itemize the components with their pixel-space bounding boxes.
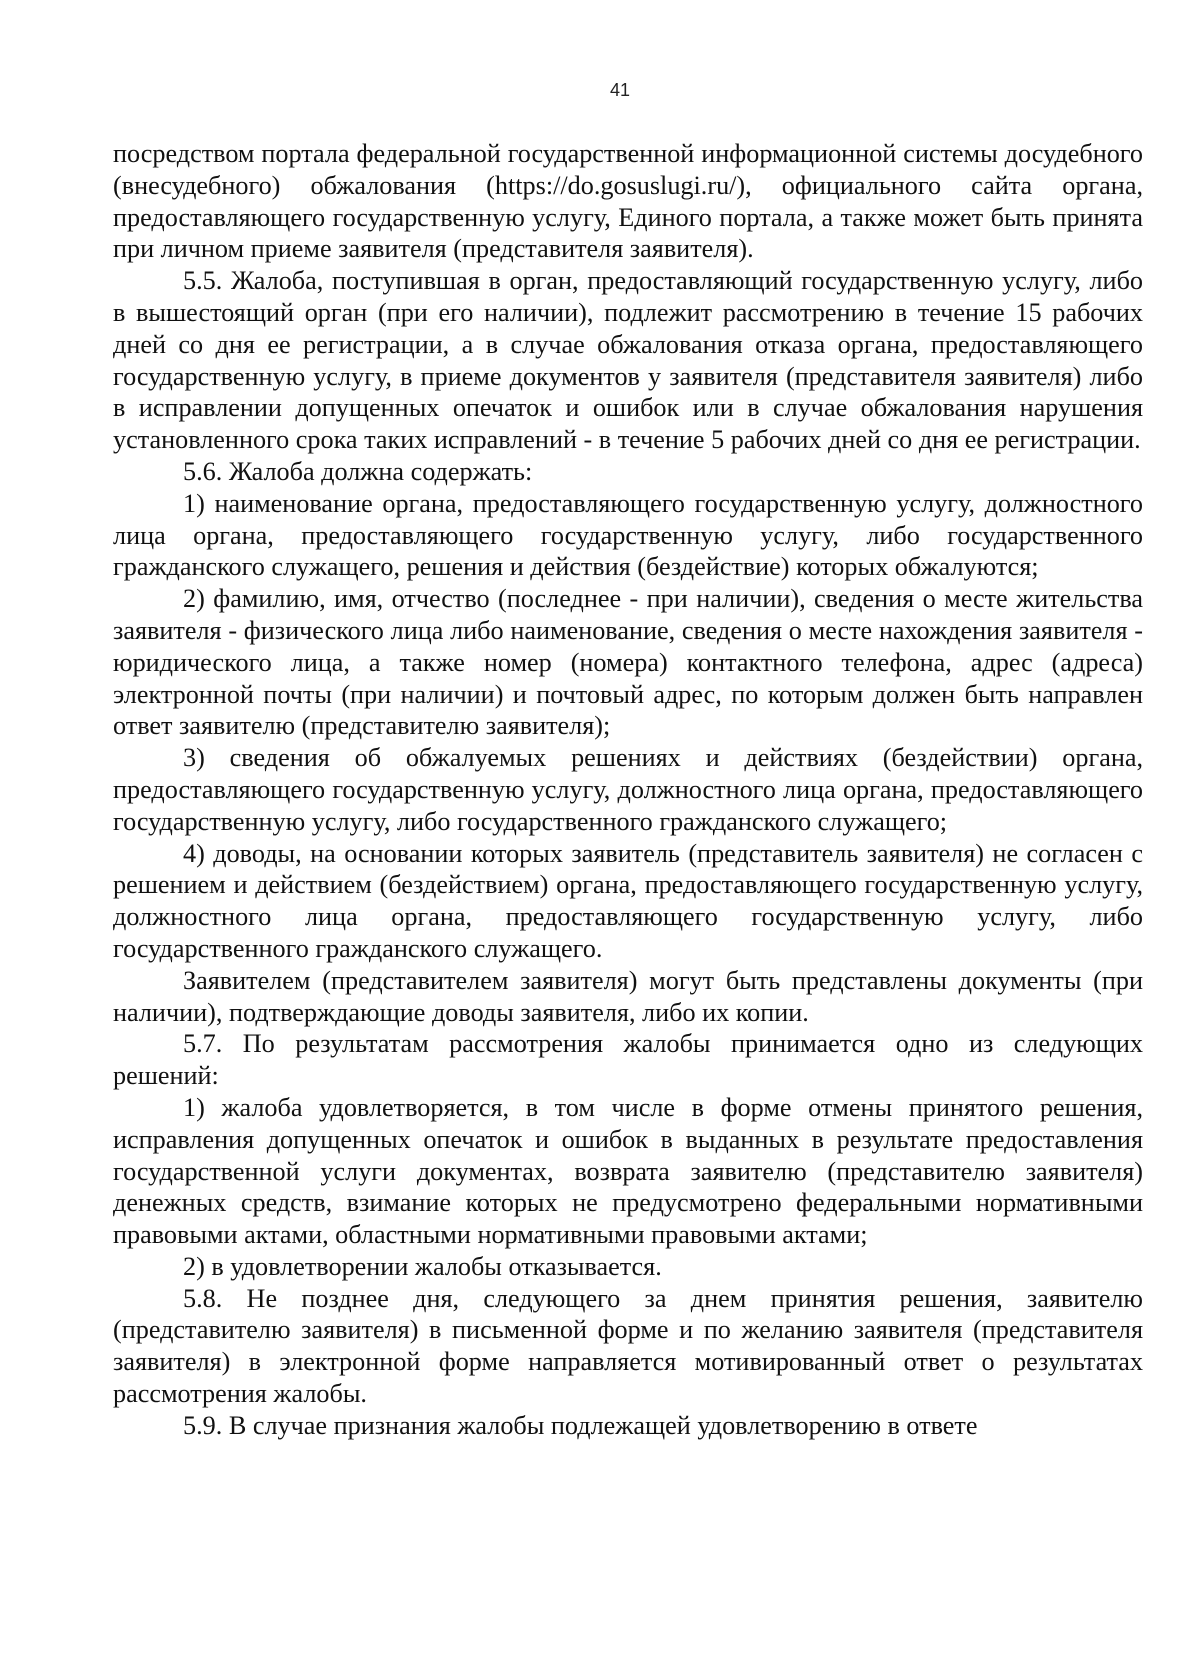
- paragraph-5-9: 5.9. В случае признания жалобы подлежащей удовлетворению в ответе: [183, 1410, 978, 1440]
- list-item-5-6-1: 1) наименование органа, предоставляющего государственную услугу, должностного лица органа, предоставляющего государственную услугу, либо государственного гражданского служащего, решения и действия (бездействие) которых обжалуются;: [113, 488, 1143, 582]
- paragraph-5-7: 5.7. По результатам рассмотрения жалобы принимается одно из следующих решений:: [113, 1029, 1143, 1091]
- list-item-5-6-3: 3) сведения об обжалуемых решениях и действиях (бездействии) органа, предоставляющего государственную услугу, должностного лица органа, предоставляющего государственную услугу, либо государственного гражданского служащего;: [113, 743, 1143, 836]
- document-body: [113, 138, 1143, 1442]
- paragraph-5-5: 5.5. Жалоба, поступившая в орган, предоставляющий государственную услугу, либо в вышестоящий орган (при его наличии), подлежит рассмотрению в течение 15 рабочих дней со дня ее регистрации, а в случае обжалования отказа органа, предоставляющего государственную услугу, в приеме документов у заявителя (представителя заявителя) либо в исправлении допущенных опечаток и ошибок или в случае обжалования нарушения установленного срока таких исправлений - в течение 5 рабочих дней со дня ее регистрации.: [113, 266, 1143, 455]
- paragraph-continuation: посредством портала федеральной государственной информационной системы досудебного (внесудебного) обжалования (https://do.gosuslugi.ru/), официального сайта органа, предоставляющего государственную услугу, Единого портала, а также может быть принята при личном приеме заявителя (представителя заявителя).: [113, 139, 1143, 264]
- page-number: 41: [609, 80, 631, 100]
- list-item-5-6-4: 4) доводы, на основании которых заявитель (представитель заявителя) не согласен с решением и действием (бездействием) органа, предоставляющего государственную услугу, должностного лица органа, предоставляющего государственную услугу, либо государственного гражданского служащего.: [113, 838, 1143, 963]
- list-item-5-7-2: 2) в удовлетворении жалобы отказывается.: [183, 1251, 662, 1281]
- list-item-5-7-1: 1) жалоба удовлетворяется, в том числе в форме отмены принятого решения, исправления допущенных опечаток и ошибок в выданных в результате предоставления государственной услуги документах, возврата заявителю (представителю заявителя) денежных средств, взимание которых не предусмотрено федеральными нормативными правовыми актами, областными нормативными правовыми актами;: [113, 1092, 1143, 1250]
- list-item-5-6-2: 2) фамилию, имя, отчество (последнее - при наличии), сведения о месте жительства заявителя - физического лица либо наименование, сведения о месте нахождения заявителя - юридического лица, а также номер (номера) контактного телефона, адрес (адреса) электронной почты (при наличии) и почтовый адрес, по которым должен быть направлен ответ заявителю (представителю заявителя);: [113, 584, 1143, 741]
- paragraph-5-6: 5.6. Жалоба должна содержать:: [183, 456, 533, 486]
- paragraph-supporting-documents: Заявителем (представителем заявителя) могут быть представлены документы (при наличии), подтверждающие доводы заявителя, либо их копии.: [113, 965, 1143, 1027]
- paragraph-5-8: 5.8. Не позднее дня, следующего за днем принятия решения, заявителю (представителю заявителя) в письменной форме и по желанию заявителя (представителя заявителя) в электронной форме направляется мотивированный ответ о результатах рассмотрения жалобы.: [113, 1283, 1143, 1409]
